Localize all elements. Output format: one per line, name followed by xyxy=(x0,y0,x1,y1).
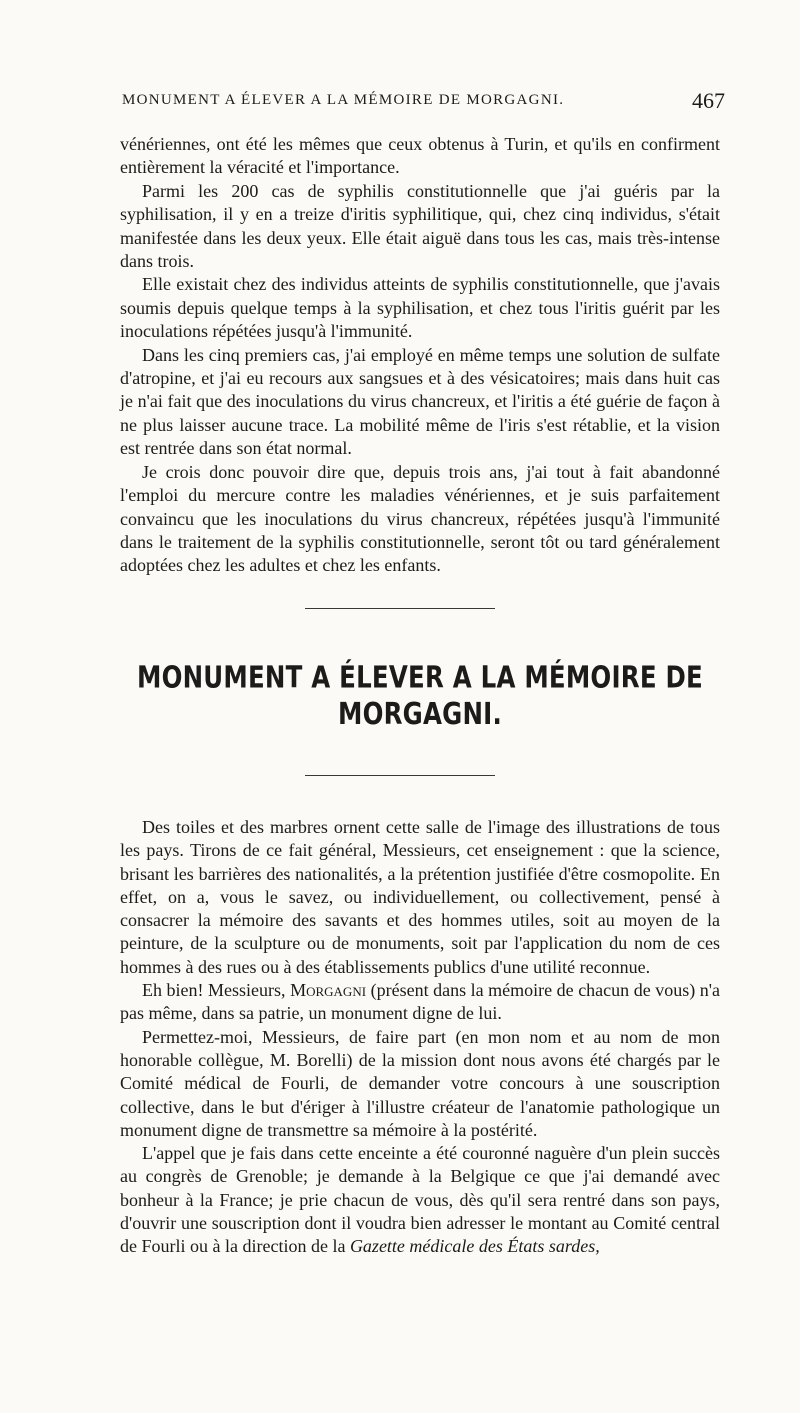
text-run: L'appel que je fais dans cette enceinte a été couronné naguère d'un plein succès au congrès de Grenoble; je demande à la Belgique ce que j'ai demandé avec bonheur à la France; je prie chacun de vous, dès qu'il sera rentré dans son pays, d'ouvrir une souscription dont il voudra bien adresser le montant au Comité central de Fourli ou à la direction de la xyxy=(120,1143,720,1257)
person-name: Morgagni xyxy=(290,980,367,1001)
section-title: MONUMENT A ÉLEVER A LA MÉMOIRE DE MORGAGNI. xyxy=(137,658,703,732)
journal-title: Gazette médicale des États sardes, xyxy=(349,1236,600,1257)
paragraph: vénériennes, ont été les mêmes que ceux obtenus à Turin, et qu'ils en confirment entièrement la véracité et l'importance. xyxy=(120,134,720,178)
monument-section xyxy=(120,816,720,1259)
page-number: 467 xyxy=(692,88,725,113)
paragraph xyxy=(120,1142,720,1258)
paragraph: Elle existait chez des individus atteints de syphilis constitutionnelle, que j'avais soumis depuis quelque temps à la syphilisation, et chez tous l'iritis guérit par les inoculations répétées jusqu'à l'immunité. xyxy=(120,274,720,342)
syphilis-section xyxy=(120,133,720,578)
paragraph: Dans les cinq premiers cas, j'ai employé en même temps une solution de sulfate d'atropine, et j'ai eu recours aux sangsues et à des vésicatoires; mais dans huit cas je n'ai fait que des inoculations du virus chancreux, et l'iritis a été guérie de façon à ne plus laisser aucune trace. La mobilité même de l'iris s'est rétablie, et la vision est rentrée dans son état normal. xyxy=(120,344,720,459)
running-head xyxy=(110,88,725,118)
running-title: MONUMENT A ÉLEVER A LA MÉMOIRE DE MORGAGNI. xyxy=(122,92,565,108)
paragraph: Des toiles et des marbres ornent cette salle de l'image des illustrations de tous les pays. Tirons de ce fait général, Messieurs, cet enseignement : que la science, brisant les barrières des nationalités, a la prétention justifiée d'être cosmopolite. En effet, on a, vous le savez, ou individuellement, ou collectivement, pensé à consacrer la mémoire des savants et des hommes utiles, soit au moyen de la peinture, de la sculpture ou de monuments, soit par l'application du nom de ces hommes à des rues ou à des établissements publics d'une utilité reconnue. xyxy=(120,817,720,977)
text-run: (présent dans la mémoire de chacun de vous) n'a pas même, dans sa patrie, un monument digne de lui. xyxy=(120,980,720,1024)
text-run: Eh bien! Messieurs, xyxy=(142,980,286,1001)
paragraph: Permettez-moi, Messieurs, de faire part (en mon nom et au nom de mon honorable collègue, M. Borelli) de la mission dont nous avons été chargés par le Comité médical de Fourli, de demander votre concours à une souscription collective, dans le but d'ériger à l'illustre créateur de l'anatomie pathologique un monument digne de transmettre sa mémoire à la postérité. xyxy=(120,1026,720,1140)
paragraph xyxy=(120,979,720,1026)
paragraph: Parmi les 200 cas de syphilis constitutionnelle que j'ai guéris par la syphilisation, il y en a treize d'iritis syphilitique, qui, chez cinq individus, s'était manifestée dans les deux yeux. Elle était aiguë dans tous les cas, mais très-intense dans trois. xyxy=(120,180,720,272)
section-divider-top xyxy=(305,608,495,609)
section-divider-bottom xyxy=(305,775,495,776)
paragraph: Je crois donc pouvoir dire que, depuis trois ans, j'ai tout à fait abandonné l'emploi du mercure contre les maladies vénériennes, et je suis parfaitement convaincu que les inoculations du virus chancreux, répétées jusqu'à l'immunité dans le traitement de la syphilis constitutionnelle, seront tôt ou tard généralement adoptées chez les adultes et chez les enfants. xyxy=(120,461,720,576)
